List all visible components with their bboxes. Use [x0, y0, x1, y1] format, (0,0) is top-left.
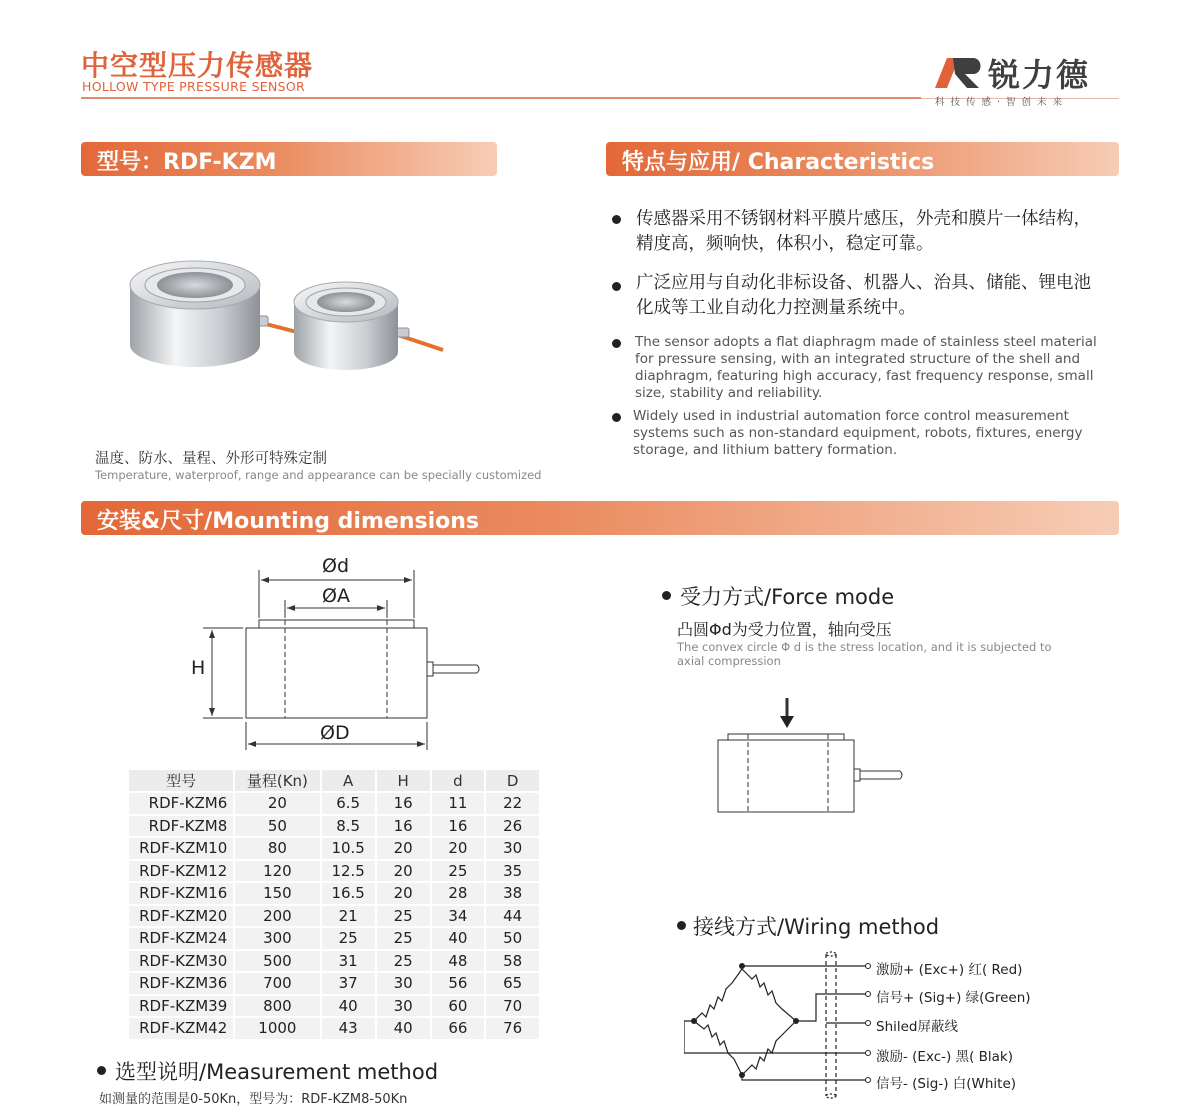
table-row [129, 996, 539, 1017]
table-cell: 30 [377, 973, 430, 994]
table-cell: 65 [486, 973, 539, 994]
bullet-icon [612, 215, 621, 224]
table-cell: RDF-KZM6 [129, 793, 233, 814]
feature-cn-1: 传感器采用不锈钢材料平膜片感压，外壳和膜片一体结构，精度高，频响快，体积小，稳定可靠。 [636, 209, 1091, 254]
table-cell: RDF-KZM12 [129, 861, 233, 882]
table-header: A [322, 770, 375, 791]
spec-table [127, 768, 541, 1041]
table-cell: 40 [322, 996, 375, 1017]
header-divider [81, 97, 921, 99]
wire-label-exc-plus: 激励+ (Exc+) 红( Red) [876, 962, 1023, 978]
table-row [129, 906, 539, 927]
dim-label-d: Ød [322, 555, 350, 577]
force-arrow-icon [780, 716, 794, 728]
table-cell: 6.5 [322, 793, 375, 814]
dim-label-big-d: ØD [320, 722, 350, 744]
table-cell: 700 [235, 973, 319, 994]
table-cell: RDF-KZM10 [129, 838, 233, 859]
customization-note-cn: 温度、防水、量程、外形可特殊定制 [95, 451, 327, 467]
force-mode-desc-en: The convex circle Φ d is the stress location, and it is subjected to axial compression [677, 640, 1052, 668]
dim-label-h: H [191, 657, 206, 679]
table-cell: 200 [235, 906, 319, 927]
page-subtitle: HOLLOW TYPE PRESSURE SENSOR [82, 79, 306, 94]
measurement-example: 如测量的范围是0-50Kn，型号为：RDF-KZM8-50Kn [99, 1092, 408, 1107]
force-mode-desc-cn: 凸圆Φd为受力位置，轴向受压 [677, 620, 892, 639]
table-cell: RDF-KZM24 [129, 928, 233, 949]
table-header: 型号 [129, 770, 233, 791]
bullet-icon [612, 339, 621, 348]
table-cell: 50 [235, 816, 319, 837]
characteristics-section-title: 特点与应用/ Characteristics [622, 150, 935, 175]
force-mode-title: 受力方式/Force mode [680, 585, 895, 609]
wire-label-sig-plus: 信号+ (Sig+) 绿(Green) [876, 990, 1031, 1006]
feature-cn-2: 广泛应用与自动化非标设备、机器人、治具、储能、锂电池化成等工业自动化力控测量系统中。 [636, 273, 1091, 318]
table-cell: 58 [486, 951, 539, 972]
wiring-bridge-diagram [684, 950, 874, 1100]
product-photo [118, 240, 448, 380]
table-cell: 16 [377, 793, 430, 814]
table-header: H [377, 770, 430, 791]
table-cell: 25 [377, 906, 430, 927]
brand-name: 锐力德 [988, 56, 1091, 94]
feature-en-1: The sensor adopts a flat diaphragm made of stainless steel material for pressure sensing, with an integrated structure of the shell and diaphragm, featuring high accuracy, fast frequency response, small size, stability and reliability. [635, 334, 1097, 401]
brand-logo-icon [933, 52, 985, 90]
wiring-title: 接线方式/Wiring method [693, 915, 940, 939]
table-cell: RDF-KZM39 [129, 996, 233, 1017]
table-cell: 44 [486, 906, 539, 927]
table-cell: 25 [322, 928, 375, 949]
bullet-icon [662, 591, 671, 600]
table-cell: 30 [377, 996, 430, 1017]
brand-slogan: 科技传感·智创未来 [935, 97, 1069, 108]
dim-label-a: ØA [322, 585, 350, 607]
bullet-icon [97, 1066, 106, 1075]
wire-label-shield: Shiled屏蔽线 [876, 1019, 959, 1035]
table-cell: 150 [235, 883, 319, 904]
table-cell: 21 [322, 906, 375, 927]
mounting-section-bar [81, 501, 1119, 535]
table-cell: 50 [486, 928, 539, 949]
table-row [129, 861, 539, 882]
characteristics-section-bar [606, 142, 1119, 176]
feature-en-2: Widely used in industrial automation force control measurement systems such as non-standard equipment, robots, fixtures, energy storage, and lithium battery formation. [633, 408, 1083, 458]
table-cell: 12.5 [322, 861, 375, 882]
table-cell: 10.5 [322, 838, 375, 859]
mounting-section-title: 安装&尺寸/Mounting dimensions [97, 509, 479, 534]
table-cell: 1000 [235, 1018, 319, 1039]
table-cell: 20 [377, 861, 430, 882]
table-cell: 20 [235, 793, 319, 814]
table-cell: RDF-KZM16 [129, 883, 233, 904]
table-header: D [486, 770, 539, 791]
table-cell: RDF-KZM36 [129, 973, 233, 994]
table-cell: 300 [235, 928, 319, 949]
table-row [129, 951, 539, 972]
measurement-title: 选型说明/Measurement method [115, 1060, 439, 1084]
page-title: 中空型压力传感器 [81, 49, 314, 82]
wire-label-sig-minus: 信号- (Sig-) 白(White) [876, 1076, 1017, 1092]
table-cell: 66 [432, 1018, 485, 1039]
table-cell: 20 [432, 838, 485, 859]
table-header-row [129, 770, 539, 791]
table-cell: 20 [377, 838, 430, 859]
table-cell: 60 [432, 996, 485, 1017]
table-cell: RDF-KZM20 [129, 906, 233, 927]
table-row [129, 838, 539, 859]
table-header: 量程(Kn) [235, 770, 319, 791]
table-cell: 34 [432, 906, 485, 927]
table-row [129, 883, 539, 904]
table-cell: 800 [235, 996, 319, 1017]
table-cell: 40 [432, 928, 485, 949]
table-cell: 8.5 [322, 816, 375, 837]
table-cell: 56 [432, 973, 485, 994]
table-cell: 25 [377, 951, 430, 972]
bullet-icon [612, 413, 621, 422]
table-cell: 37 [322, 973, 375, 994]
table-cell: 25 [377, 928, 430, 949]
table-cell: 40 [377, 1018, 430, 1039]
table-cell: 500 [235, 951, 319, 972]
table-cell: 30 [486, 838, 539, 859]
table-row [129, 973, 539, 994]
table-row [129, 816, 539, 837]
table-header: d [432, 770, 485, 791]
table-cell: 16 [377, 816, 430, 837]
table-cell: 80 [235, 838, 319, 859]
force-mode-diagram [712, 696, 912, 816]
table-cell: 35 [486, 861, 539, 882]
table-cell: 43 [322, 1018, 375, 1039]
table-cell: 120 [235, 861, 319, 882]
table-cell: 48 [432, 951, 485, 972]
table-cell: 22 [486, 793, 539, 814]
model-section-title: 型号：RDF-KZM [97, 150, 277, 175]
customization-note-en: Temperature, waterproof, range and appearance can be specially customized [95, 468, 542, 482]
table-cell: 20 [377, 883, 430, 904]
table-row [129, 793, 539, 814]
table-cell: 16.5 [322, 883, 375, 904]
table-cell: 31 [322, 951, 375, 972]
wire-label-exc-minus: 激励- (Exc-) 黑( Blak) [876, 1049, 1013, 1065]
bullet-icon [612, 282, 621, 291]
table-cell: 38 [486, 883, 539, 904]
bullet-icon [677, 921, 686, 930]
table-cell: 28 [432, 883, 485, 904]
table-cell: RDF-KZM30 [129, 951, 233, 972]
table-row [129, 1018, 539, 1039]
model-section-bar [81, 142, 497, 176]
table-cell: 25 [432, 861, 485, 882]
table-cell: 76 [486, 1018, 539, 1039]
table-cell: 70 [486, 996, 539, 1017]
table-cell: RDF-KZM8 [129, 816, 233, 837]
table-row [129, 928, 539, 949]
table-cell: RDF-KZM42 [129, 1018, 233, 1039]
table-cell: 16 [432, 816, 485, 837]
table-cell: 26 [486, 816, 539, 837]
table-cell: 11 [432, 793, 485, 814]
